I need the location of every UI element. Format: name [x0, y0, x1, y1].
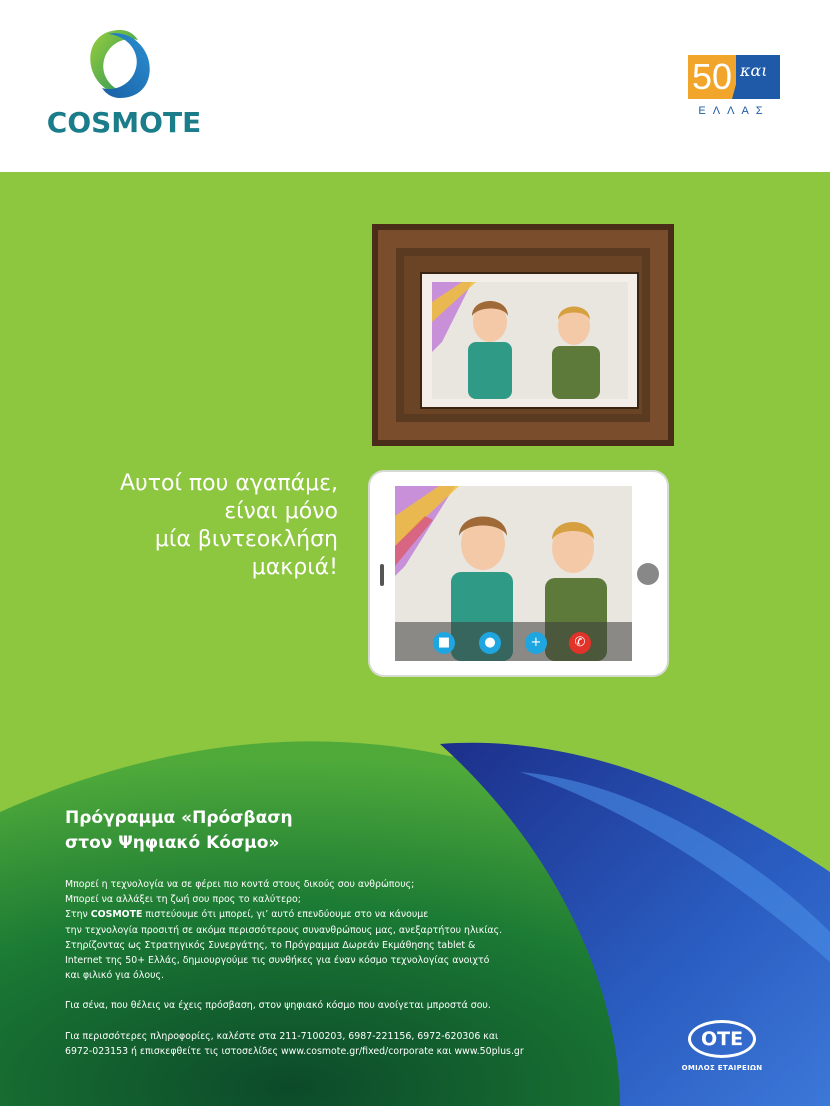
photo-frame — [372, 224, 674, 446]
ote-subtitle: ΟΜΙΛΟΣ ΕΤΑΙΡΕΙΩΝ — [681, 1064, 763, 1072]
camera-button[interactable] — [433, 632, 455, 654]
camera-icon: ■ — [437, 635, 451, 650]
headline-line-1: Αυτοί που αγαπάμε, — [119, 471, 338, 496]
program-description — [65, 877, 605, 1059]
add-icon: + — [530, 635, 542, 650]
contact-line: Για περισσότερες πληροφορίες, καλέστε στα 211-7100203, 6987-221156, 6972-620306 και — [65, 1030, 499, 1042]
paragraph-line: και φιλικό για όλους. — [65, 970, 164, 982]
paragraph-line — [65, 907, 605, 922]
main-panel — [0, 172, 830, 1106]
paragraph-2: Για σένα, που θέλεις να έχεις πρόσβαση, στον ψηφιακό κόσμο που ανοίγεται μπροστά σου. — [65, 1000, 491, 1012]
hang-up-icon: ✆ — [574, 635, 586, 650]
contact-line: 6972-023153 ή επισκεφθείτε τις ιστοσελίδες www.cosmote.gr/fixed/corporate και www.50plus.gr — [65, 1045, 524, 1057]
program-title-line-1: Πρόγραμμα «Πρόσβαση — [65, 808, 293, 828]
text-fragment: πιστεύουμε ότι μπορεί, γι’ αυτό επενδύουμε στο να κάνουμε — [142, 909, 429, 921]
cosmote-wordmark: COSMOTE — [46, 106, 202, 139]
microphone-button[interactable] — [479, 632, 501, 654]
cosmote-logo-icon — [82, 26, 158, 102]
photo-mat — [422, 274, 637, 407]
add-participant-button[interactable] — [525, 632, 547, 654]
tablet-device — [370, 472, 667, 675]
children-photo-image — [432, 282, 628, 399]
video-call-screen — [395, 486, 632, 661]
paragraph-gap — [65, 1014, 605, 1029]
badge-kai: και — [740, 61, 768, 80]
call-controls-bar — [395, 622, 632, 661]
fifty-plus-badge — [688, 55, 784, 121]
paragraph-line: Μπορεί η τεχνολογία να σε φέρει πιο κοντά στους δικούς σου ανθρώπους; — [65, 879, 415, 890]
tablet-camera-slot — [380, 564, 384, 586]
headline-line-4: μακριά! — [251, 555, 338, 580]
tablet-home-button — [637, 563, 659, 585]
hang-up-button[interactable] — [569, 632, 591, 654]
ote-logo-mark: ΟΤΕ — [688, 1020, 756, 1058]
badge-country: ΕΛΛΑΣ — [698, 105, 770, 117]
paragraph-line: Μπορεί να αλλάξει τη ζωή σου προς το καλύτερο; — [65, 894, 301, 906]
header — [0, 0, 830, 172]
ote-logo — [676, 1020, 772, 1080]
paragraph-line: Internet της 50+ Ελλάς, δημιουργούμε τις συνθήκες για έναν κόσμο τεχνολογίας ανοιχτό — [65, 955, 490, 967]
headline — [38, 470, 338, 582]
paragraph-gap — [65, 983, 605, 998]
paragraph-line: την τεχνολογία προσιτή σε ακόμα περισσότερους συνανθρώπους μας, ανεξαρτήτου ηλικίας. — [65, 924, 503, 936]
cosmote-logo — [44, 26, 204, 138]
badge-number: 50 — [692, 56, 733, 97]
program-title — [65, 806, 293, 856]
headline-line-3: μία βιντεοκλήση — [154, 527, 338, 552]
text-fragment: Στην — [65, 909, 91, 921]
program-title-line-2: στον Ψηφιακό Κόσμο» — [65, 833, 280, 853]
cosmote-emphasis: COSMOTE — [90, 909, 143, 921]
paragraph-line: Στηρίζοντας ως Στρατηγικός Συνεργάτης, το Πρόγραμμα Δωρεάν Εκμάθησης tablet & — [65, 939, 476, 951]
microphone-icon: ● — [484, 635, 496, 650]
headline-line-2: είναι μόνο — [224, 499, 338, 524]
